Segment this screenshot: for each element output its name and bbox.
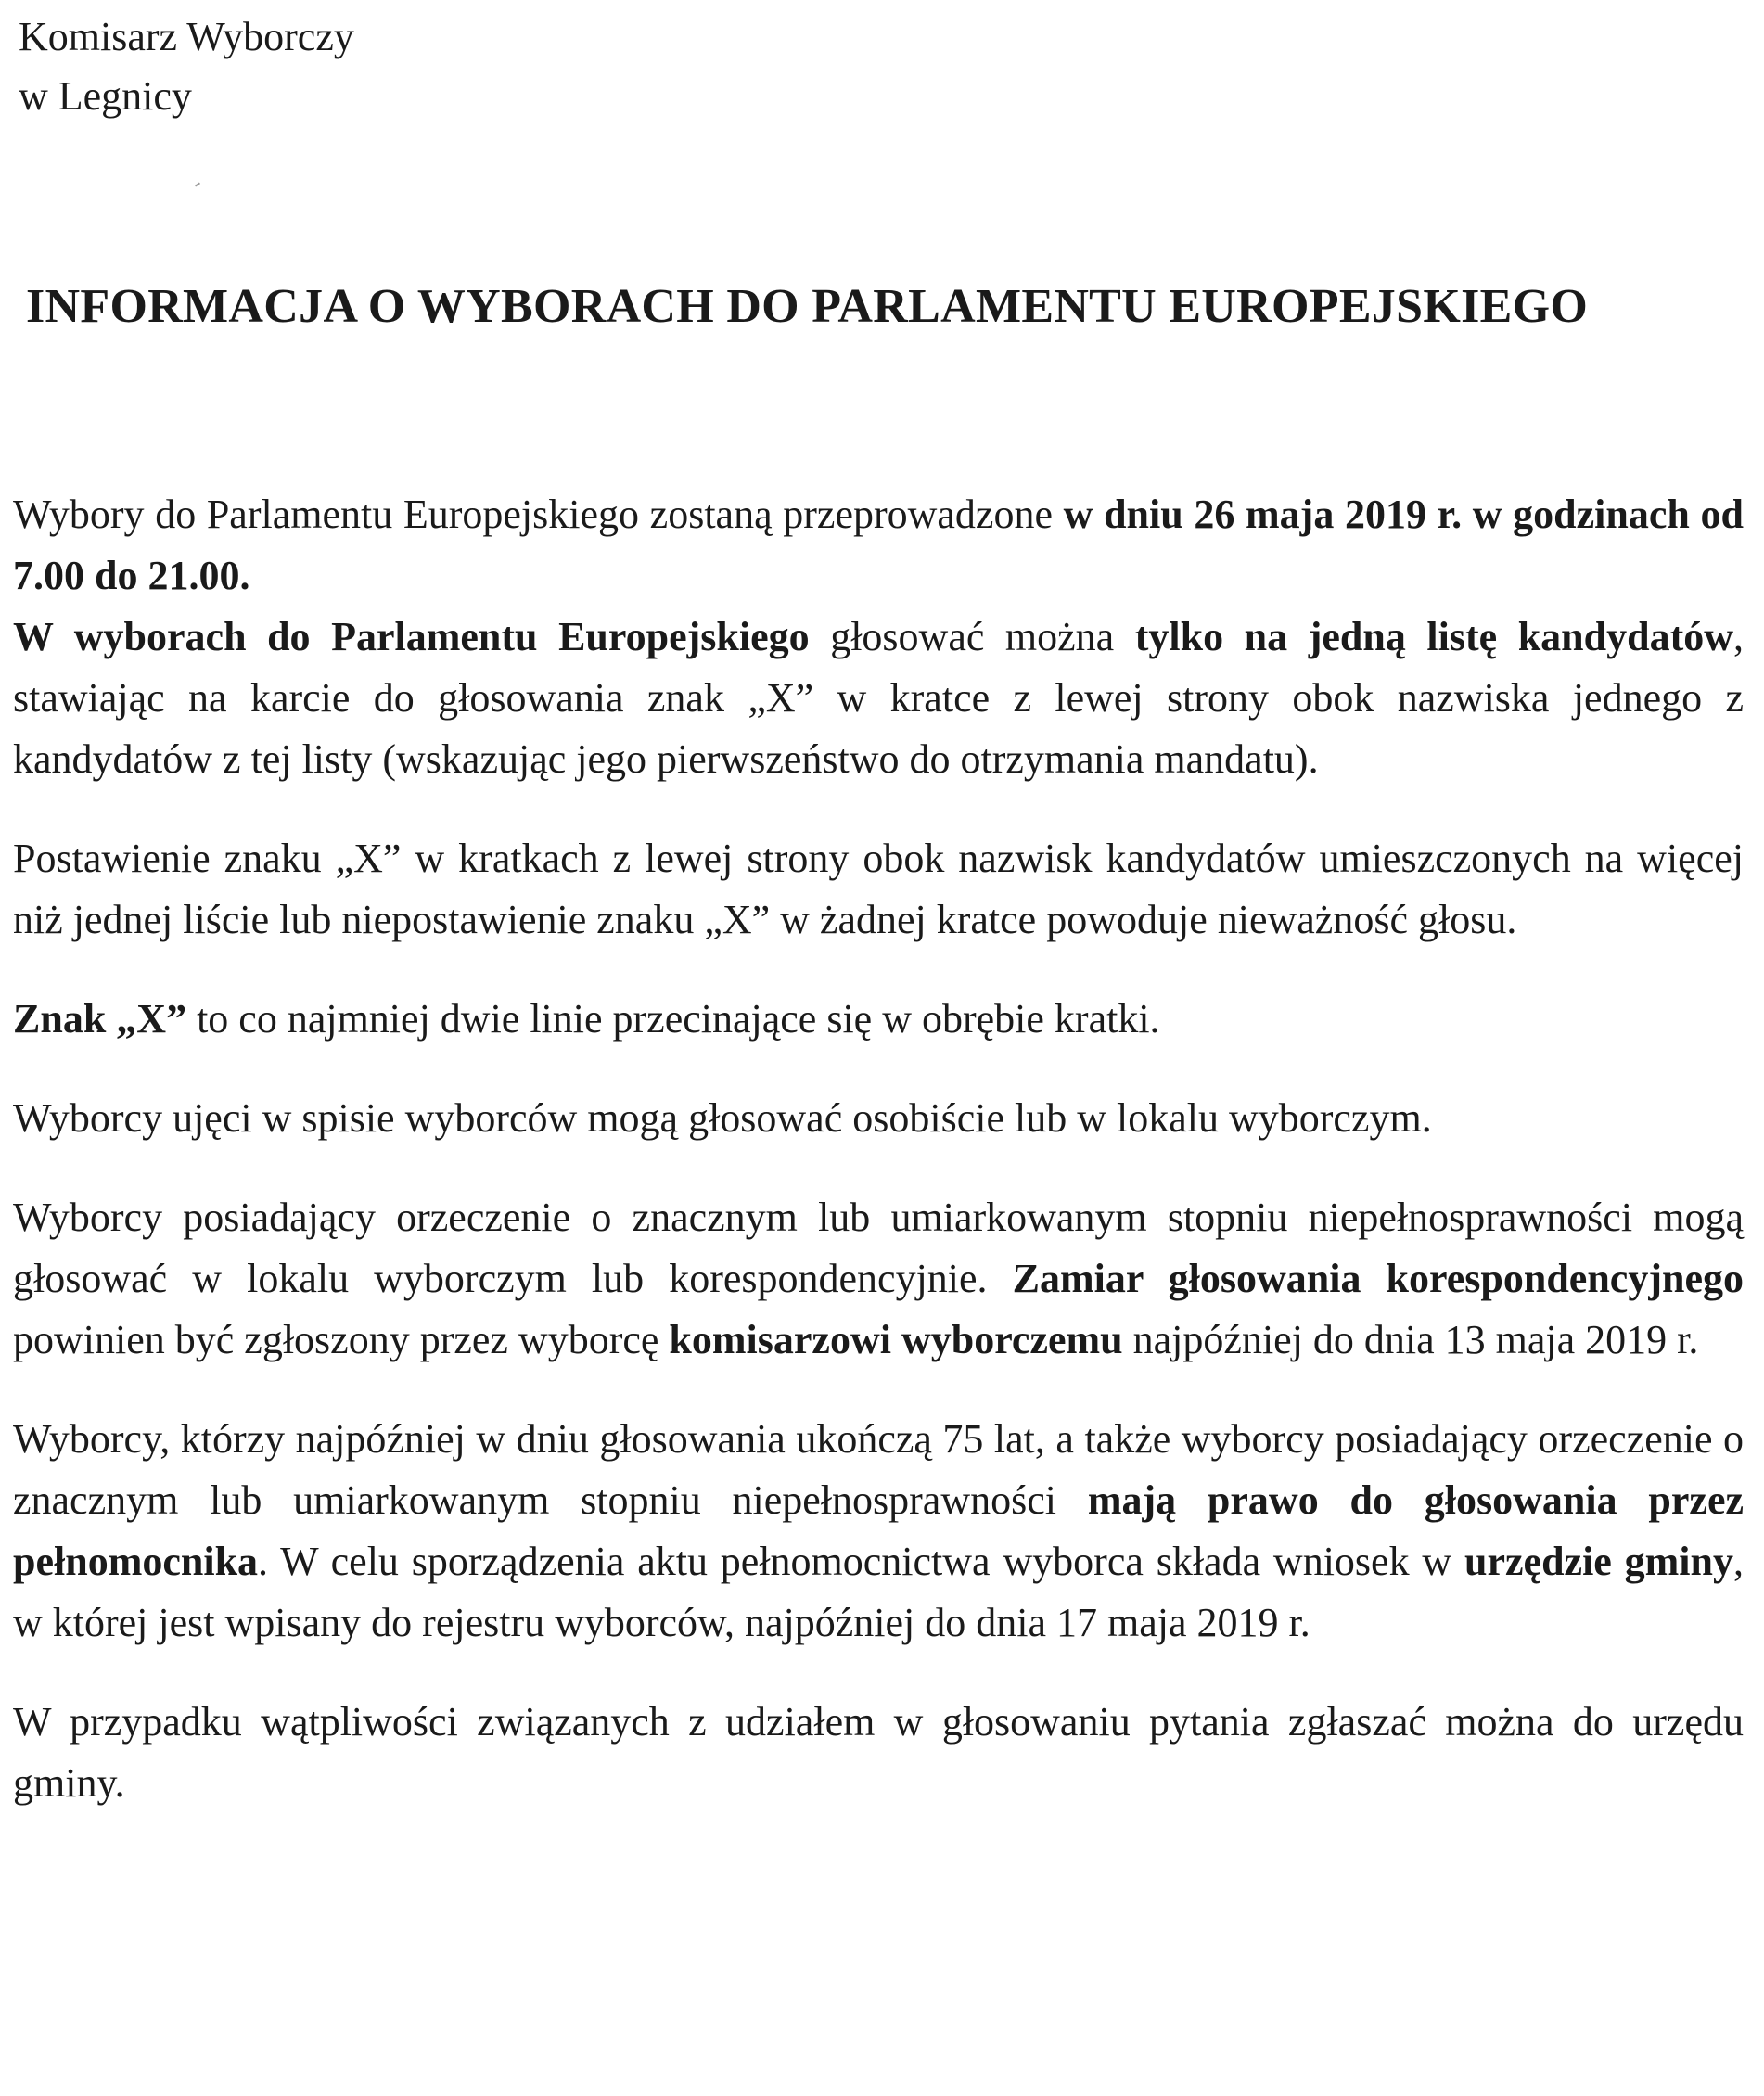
- issuer-block: [19, 7, 354, 126]
- paragraph-text: najpóźniej do dnia 13 maja 2019 r.: [1122, 1317, 1699, 1362]
- document-body: [13, 484, 1744, 1814]
- paragraph-questions: [13, 1692, 1744, 1814]
- bold-text: W wyborach do Parlamentu Europejskiego: [13, 614, 810, 659]
- bold-text: Znak „X”: [13, 996, 187, 1042]
- paragraph-text: Postawienie znaku „X” w kratkach z lewej strony obok nazwisk kandydatów umieszczonych na więcej niż jednej liście lub niepostawienie znaku „X” w żadnej kratce powoduje nieważność głosu.: [13, 836, 1744, 942]
- paragraph-invalid-vote: [13, 828, 1744, 951]
- paragraph-text: . W celu sporządzenia aktu pełnomocnictwa wyborca składa wniosek w: [258, 1539, 1465, 1584]
- paragraph-text: , stawiając na karcie do głosowania znak „X” w kratce z lewej strony obok nazwiska jednego z kandydatów z tej listy (wskazując jego pierwszeństwo do otrzymania mandatu).: [13, 614, 1745, 782]
- paragraph-text: Wyborcy ujęci w spisie wyborców mogą głosować osobiście lub w lokalu wyborczym.: [13, 1095, 1432, 1141]
- paragraph-proxy-vote: [13, 1409, 1744, 1654]
- bold-text: tylko na jedną listę kandydatów: [1134, 614, 1734, 659]
- paragraph-text: to co najmniej dwie linie przecinające się w obrębie kratki.: [186, 996, 1160, 1042]
- paragraph-text: Wyborcy, którzy najpóźniej w dniu głosowania ukończą 75 lat, a także wyborcy posiadający orzeczenie o znacznym lub umiarkowanym stopniu niepełnosprawności: [13, 1416, 1744, 1523]
- document-title: INFORMACJA O WYBORACH DO PARLAMENTU EUROPEJSKIEGO: [26, 280, 1589, 333]
- paragraph-text: Wybory do Parlamentu Europejskiego zostaną przeprowadzone: [13, 492, 1064, 537]
- paragraph-voting-method: [13, 607, 1744, 790]
- paragraph-x-mark: [13, 989, 1744, 1050]
- scan-speck: [195, 182, 200, 186]
- paragraph-text: W przypadku wątpliwości związanych z udziałem w głosowaniu pytania zgłaszać można do urzędu gminy.: [13, 1699, 1744, 1806]
- issuer-line-1: Komisarz Wyborczy: [19, 14, 354, 59]
- bold-text: mają prawo do głosowania przez pełnomocnika: [13, 1477, 1744, 1584]
- paragraph-election-date: [13, 484, 1744, 607]
- bold-text: urzędzie gminy: [1464, 1539, 1733, 1584]
- paragraph-text: , w której jest wpisany do rejestru wyborców, najpóźniej do dnia 17 maja 2019 r.: [13, 1539, 1744, 1645]
- paragraph-text: powinien być zgłoszony przez wyborcę: [13, 1317, 670, 1362]
- paragraph-text: głosować można: [809, 614, 1135, 659]
- issuer-line-2: w Legnicy: [19, 73, 192, 119]
- bold-text: komisarzowi wyborczemu: [669, 1317, 1123, 1362]
- paragraph-postal-vote: [13, 1187, 1744, 1371]
- paragraph-text: Wyborcy posiadający orzeczenie o znacznym lub umiarkowanym stopniu niepełnosprawności mogą głosować w lokalu wyborczym lub korespondencyjnie.: [13, 1195, 1744, 1301]
- bold-text: Zamiar głosowania korespondencyjnego: [1012, 1256, 1744, 1301]
- bold-text: w dniu 26 maja 2019 r. w godzinach od 7.00 do 21.00.: [13, 492, 1745, 598]
- paragraph-voter-register: [13, 1088, 1744, 1149]
